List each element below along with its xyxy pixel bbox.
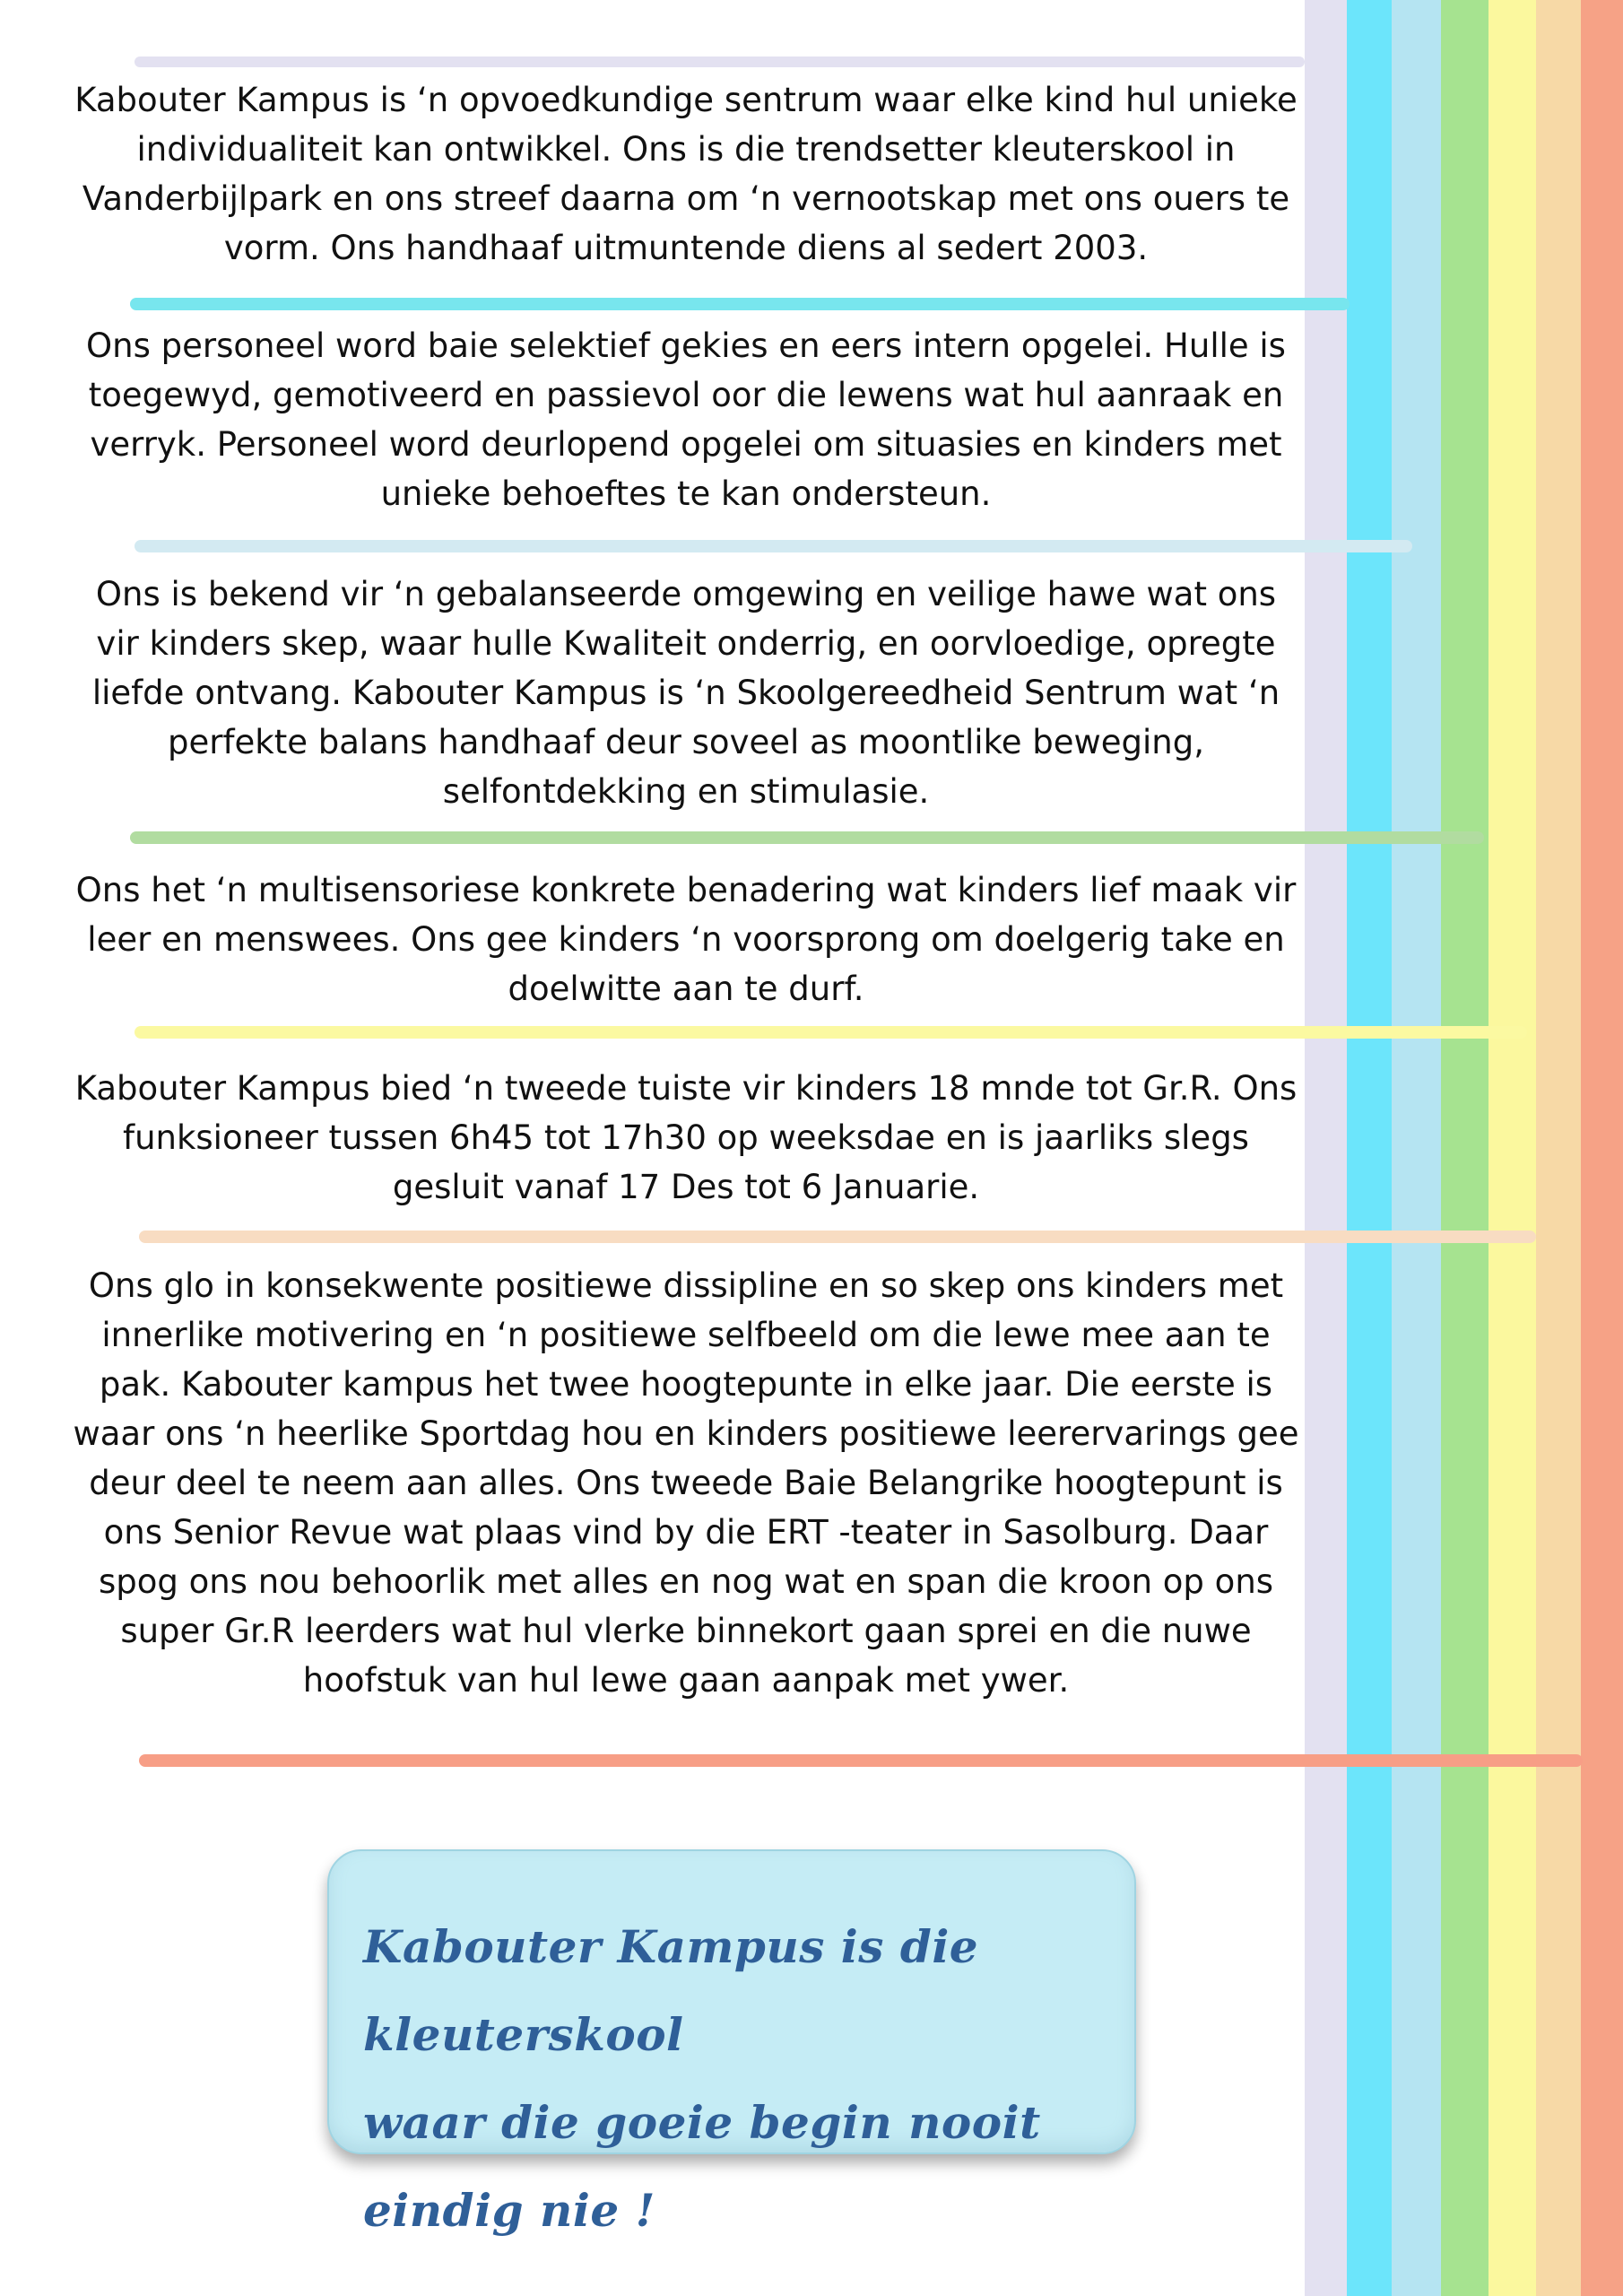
stripe-cyan — [1347, 0, 1392, 2296]
slogan-callout — [327, 1849, 1136, 2237]
stripe-yellow — [1488, 0, 1536, 2296]
stripe-green — [1441, 0, 1488, 2296]
divider-peach — [139, 1231, 1536, 1243]
paragraph-staff: Ons personeel word baie selektief gekies en eers intern opgelei. Hulle is toegewyd, gemotiveerd en passievol oor die lewens wat hul aanraak en verryk. Personeel word deurlopend opgelei om situasies en kinders met unieke behoeftes te kan ondersteun. — [86, 326, 1286, 513]
stripe-lavender — [1305, 0, 1347, 2296]
divider-cyan — [130, 298, 1350, 310]
divider-lavender — [135, 57, 1305, 67]
slogan-text — [363, 1903, 1116, 2255]
divider-light-blue — [135, 540, 1412, 552]
slogan-line-1: Kabouter Kampus is die kleuterskool — [363, 1920, 979, 2061]
divider-yellow — [135, 1026, 1527, 1039]
stripe-light-blue — [1392, 0, 1441, 2296]
divider-green — [130, 831, 1484, 844]
paragraph-highlights: Ons glo in konsekwente positiewe dissipline en so skep ons kinders met innerlike motivering en ‘n positiewe selfbeeld om die lewe mee aan te pak. Kabouter kampus het twee hoogtepunte in elke jaar. Die eerste is waar ons ‘n heerlike Sportdag hou en kinders positiewe leerervarings gee deur deel te neem aan alles. Ons tweede Baie Belangrike hoogtepunt is ons Senior Revue wat plaas vind by die ERT -teater in Sasolburg. Daar spog ons nou behoorlik met alles en nog wat en span die kroon op ons super Gr.R leerders wat hul vlerke binnekort gaan sprei en die nuwe hoofstuk van hul lewe gaan aanpak met ywer. — [73, 1266, 1299, 1700]
divider-salmon — [139, 1754, 1583, 1767]
slogan-line-2: waar die goeie begin nooit eindig nie ! — [363, 2096, 1041, 2237]
paragraph-environment: Ons is bekend vir ‘n gebalanseerde omgewing en veilige hawe wat ons vir kinders skep, waar hulle Kwaliteit onderrig, en oorvloedige, opregte liefde ontvang. Kabouter Kampus is ‘n Skoolgereedheid Sentrum wat ‘n perfekte balans handhaaf deur soveel as moontlike beweging, selfontdekking en stimulasie. — [91, 575, 1280, 811]
stripe-peach — [1536, 0, 1581, 2296]
paragraph-approach: Ons het ‘n multisensoriese konkrete benadering wat kinders lief maak vir leer en menswees. Ons gee kinders ‘n voorsprong om doelgerig take en doelwitte aan te durf. — [75, 871, 1297, 1008]
paragraph-hours: Kabouter Kampus bied ‘n tweede tuiste vir kinders 18 mnde tot Gr.R. Ons funksioneer tussen 6h45 tot 17h30 op weeksdae en is jaarliks slegs gesluit vanaf 17 Des tot 6 Januarie. — [74, 1069, 1298, 1206]
paragraph-intro: Kabouter Kampus is ‘n opvoedkundige sentrum waar elke kind hul unieke individualiteit kan ontwikkel. Ons is die trendsetter kleuterskool in Vanderbijlpark en ons streef daarna om ‘n vernootskap met ons ouers te vorm. Ons handhaaf uitmuntende diens al sedert 2003. — [74, 81, 1298, 267]
stripe-salmon — [1581, 0, 1623, 2296]
